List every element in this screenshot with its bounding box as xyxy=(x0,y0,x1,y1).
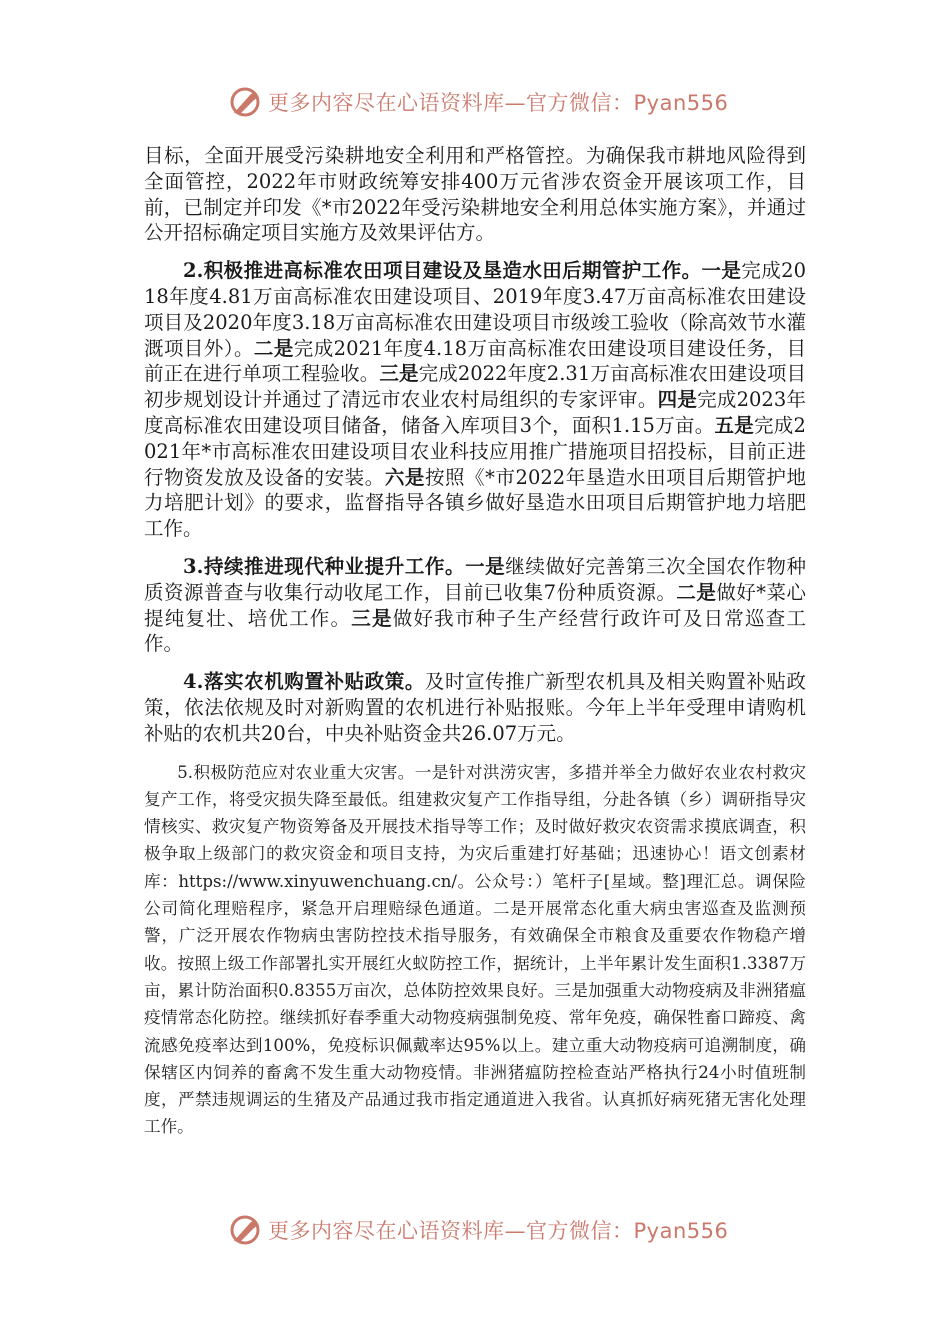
paragraph-3-heading: 3.持续推进现代种业提升工作。 xyxy=(183,554,466,578)
document-body xyxy=(144,143,806,1141)
paragraph-5: 5.积极防范应对农业重大灾害。一是针对洪涝灾害，多措并举全力做好农业农村救灾复产工作，将受灾损失降至最低。组建救灾复产工作指导组，分赴各镇（乡）调研指导灾情核实、救灾复产物资筹备及开展技术指导等工作；及时做好救灾农资需求摸底调查，积极争取上级部门的救灾资金和项目支持，为灾后重建打好基础；迅速协心！语文创素材库：https://www.xinyuwenchuang.cn/。公众号：）笔杆子[星域。整]理汇总。调保险公司简化理赔程序，紧急开启理赔绿色通道。二是开展常态化重大病虫害巡查及监测预警，广泛开展农作物病虫害防控技术指导服务，有效确保全市粮食及重要农作物稳产增收。按照上级工作部署扎实开展红火蚁防控工作，据统计，上半年累计发生面积1.3387万亩，累计防治面积0.8355万亩次，总体防控效果良好。三是加强重大动物疫病及非洲猪瘟疫情常态化防控。继续抓好春季重大动物疫病强制免疫、常年免疫，确保牲畜口蹄疫、禽流感免疫率达到100%，免疫标识佩戴率达95%以上。建立重大动物疫病可追溯制度，确保辖区内饲养的畜禽不发生重大动物疫情。非洲猪瘟防控检查站严格执行24小时值班制度，严禁违规调运的生猪及产品通过我市指定通道进入我省。认真抓好病死猪无害化处理工作。 xyxy=(144,762,806,1137)
paragraph-1: 目标，全面开展受污染耕地安全利用和严格管控。为确保我市耕地风险得到全面管控，2022年市财政统筹安排400万元省涉农资金开展该项工作，目前，已制定并印发《*市2022年受污染耕地安全利用总体实施方案》，并通过公开招标确定项目实施方及效果评估方。 xyxy=(144,144,806,245)
watermark-text: 更多内容尽在心语资料库—官方微信：Pyan556 xyxy=(268,1219,729,1243)
paragraph-4: 4.落实农机购置补贴政策。及时宣传推广新型农机具及相关购置补贴政策，依法依规及时对新购置的农机进行补贴报账。今年上半年受理申请购机补贴的农机共20台，中央补贴资金共26.07万元。 xyxy=(144,670,806,745)
paragraph-4-heading: 4.落实农机购置补贴政策。 xyxy=(183,670,425,694)
brush-logo-icon xyxy=(228,85,262,119)
paragraph-2-heading: 2.积极推进高标准农田项目建设及垦造水田后期管护工作。 xyxy=(183,259,702,283)
header-watermark xyxy=(228,82,748,122)
paragraph-2: 2.积极推进高标准农田项目建设及垦造水田后期管护工作。一是完成2018年度4.81万亩高标准农田建设项目、2019年度3.47万亩高标准农田建设项目及2020年度3.18万亩高标准农田建设项目市级竣工验收（除高效节水灌溉项目外）。二是完成2021年度4.18万亩高标准农田建设项目建设任务，目前正在进行单项工程验收。三是完成2022年度2.31万亩高标准农田建设项目初步规划设计并通过了清远市农业农村局组织的专家评审。四是完成2023年度高标准农田建设项目储备，储备入库项目3个，面积1.15万亩。五是完成2021年*市高标准农田建设项目农业科技应用推广措施项目招投标，目前正进行物资发放及设备的安装。六是按照《*市2022年垦造水田项目后期管护地力培肥计划》的要求，监督指导各镇乡做好垦造水田项目后期管护地力培肥工作。 xyxy=(144,259,806,541)
brush-logo-icon xyxy=(228,1213,262,1247)
watermark-text: 更多内容尽在心语资料库—官方微信：Pyan556 xyxy=(268,91,729,115)
footer-watermark xyxy=(228,1210,748,1250)
paragraph-3: 3.持续推进现代种业提升工作。一是继续做好完善第三次全国农作物种质资源普查与收集行动收尾工作，目前已收集7份种质资源。二是做好*菜心提纯复壮、培优工作。三是做好我市种子生产经营行政许可及日常巡查工作。 xyxy=(144,554,806,656)
